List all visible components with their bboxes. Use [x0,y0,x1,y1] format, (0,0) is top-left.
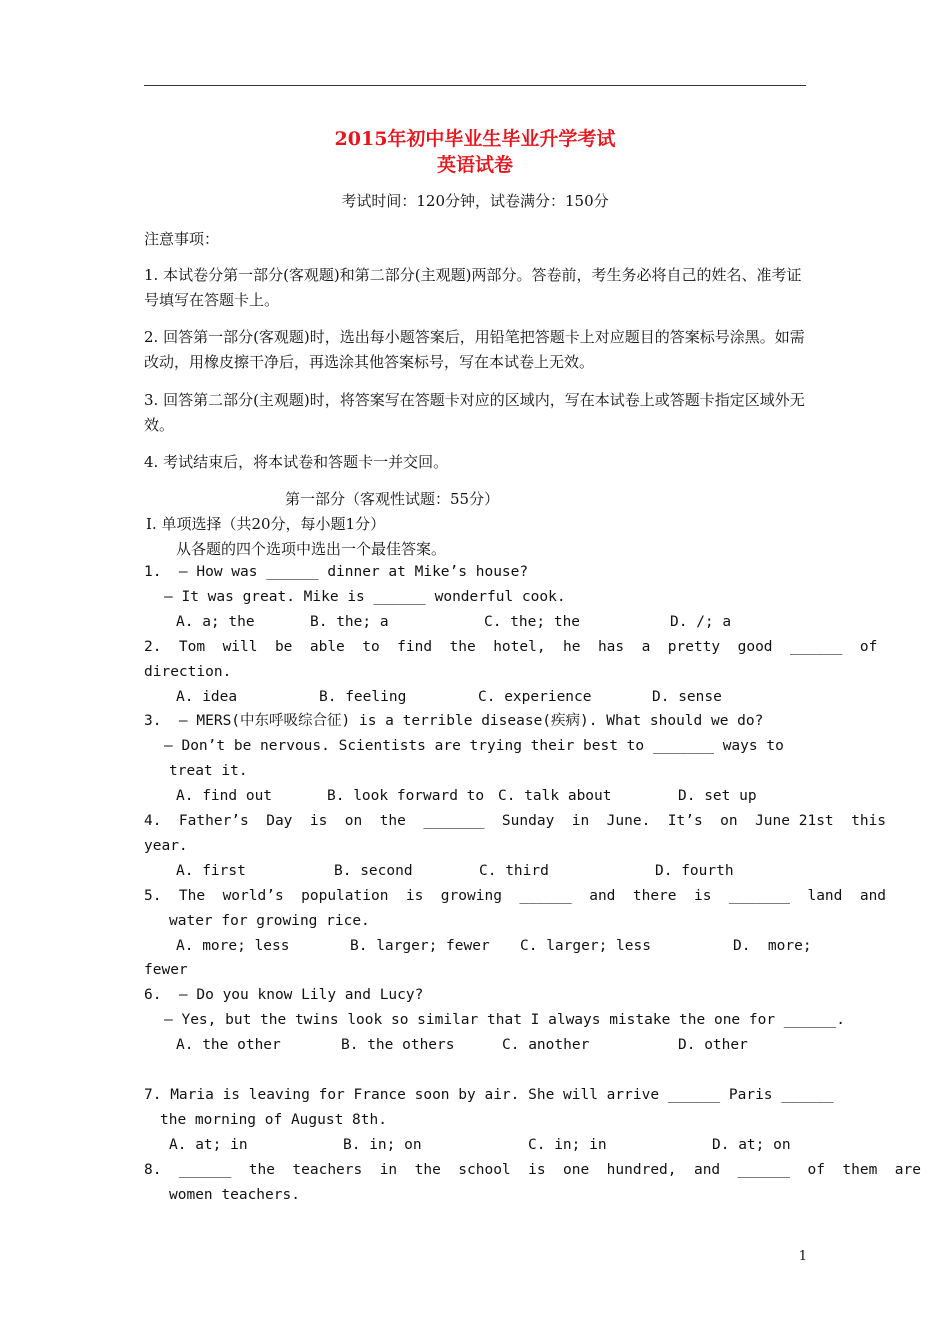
question-2-stem-cont: direction. [144,664,232,680]
question-5-stem: 5. The world’s population is growing ______ and there is _______ land and [144,888,887,904]
option-c: C. larger; less [520,938,651,954]
question-1-reply: – It was great. Mike is ______ wonderful cook. [164,589,566,605]
option-c: C. third [479,863,549,879]
option-a: A. the other [176,1037,281,1053]
option-d: D. /; a [670,614,732,630]
option-d: D. other [678,1037,748,1053]
question-3-stem: 3. – MERS(中东呼吸综合征) is a terrible disease(疾病). What should we do? [144,713,764,729]
question-5-stem-cont: water for growing rice. [169,913,370,929]
note-item: 2. 回答第一部分(客观题)时，选出每小题答案后，用铅笔把答题卡上对应题目的答案标号涂黑。如需改动，用橡皮擦干净后，再选涂其他答案标号，写在本试卷上无效。 [144,328,805,371]
question-3-reply: – Don’t be nervous. Scientists are trying their best to _______ ways to [164,738,784,754]
option-d: D. set up [678,788,757,804]
note-item: 3. 回答第二部分(主观题)时，将答案写在答题卡对应的区域内，写在本试卷上或答题卡指定区域外无效。 [144,391,805,434]
note-item: 1. 本试卷分第一部分(客观题)和第二部分(主观题)两部分。答卷前，考生务必将自己的姓名、准考证号填写在答题卡上。 [144,266,802,309]
option-b: B. the; a [310,614,389,630]
option-d: D. at; on [712,1137,791,1153]
page-number: 1 [798,1249,807,1264]
question-7-stem-cont: the morning of August 8th. [160,1112,387,1128]
section-instruction: 从各题的四个选项中选出一个最佳答案。 [176,540,447,558]
option-c: C. talk about [498,788,612,804]
option-d: D. fourth [655,863,734,879]
option-a: A. a; the [176,614,255,630]
exam-title: 2015年初中毕业生毕业升学考试 [334,128,616,150]
option-a: A. at; in [169,1137,248,1153]
exam-info: 考试时间：120分钟，试卷满分：150分 [341,192,609,210]
question-3-reply-cont: treat it. [169,763,248,779]
option-d-cont: fewer [144,962,188,978]
question-7-stem: 7. Maria is leaving for France soon by air. She will arrive ______ Paris ______ [144,1087,834,1103]
option-b: B. larger; fewer [350,938,490,954]
option-d: D. sense [652,689,722,705]
option-b: B. the others [341,1037,455,1053]
exam-subtitle: 英语试卷 [436,154,513,176]
question-8-stem-cont: women teachers. [169,1187,300,1203]
option-c: C. in; in [528,1137,607,1153]
section-heading: Ⅰ. 单项选择（共20分，每小题1分） [146,515,386,533]
option-d: D. more; [733,938,812,954]
question-6-reply: – Yes, but the twins look so similar that I always mistake the one for ______. [164,1012,845,1028]
option-b: B. look forward to [327,788,485,804]
question-4-stem: 4. Father’s Day is on the _______ Sunday in June. It’s on June 21st this [144,813,887,829]
question-2-stem: 2. Tom will be able to find the hotel, he has a pretty good ______ of [144,639,878,655]
question-1-stem: 1. – How was ______ dinner at Mike’s house? [144,564,529,580]
note-item: 4. 考试结束后，将本试卷和答题卡一并交回。 [144,453,449,471]
header-rule [144,85,806,86]
question-6-stem: 6. – Do you know Lily and Lucy? [144,987,424,1003]
notes-heading: 注意事项： [144,230,220,248]
option-a: A. idea [176,689,238,705]
option-c: C. the; the [484,614,581,630]
option-c: C. experience [478,689,592,705]
option-a: A. more; less [176,938,290,954]
option-b: B. second [334,863,413,879]
part1-heading: 第一部分（客观性试题：55分） [285,490,500,508]
question-4-stem-cont: year. [144,838,188,854]
option-b: B. in; on [343,1137,422,1153]
option-a: A. first [176,863,246,879]
option-b: B. feeling [319,689,407,705]
option-c: C. another [502,1037,590,1053]
question-8-stem: 8. ______ the teachers in the school is one hundred, and ______ of them are [144,1162,921,1178]
option-a: A. find out [176,788,273,804]
